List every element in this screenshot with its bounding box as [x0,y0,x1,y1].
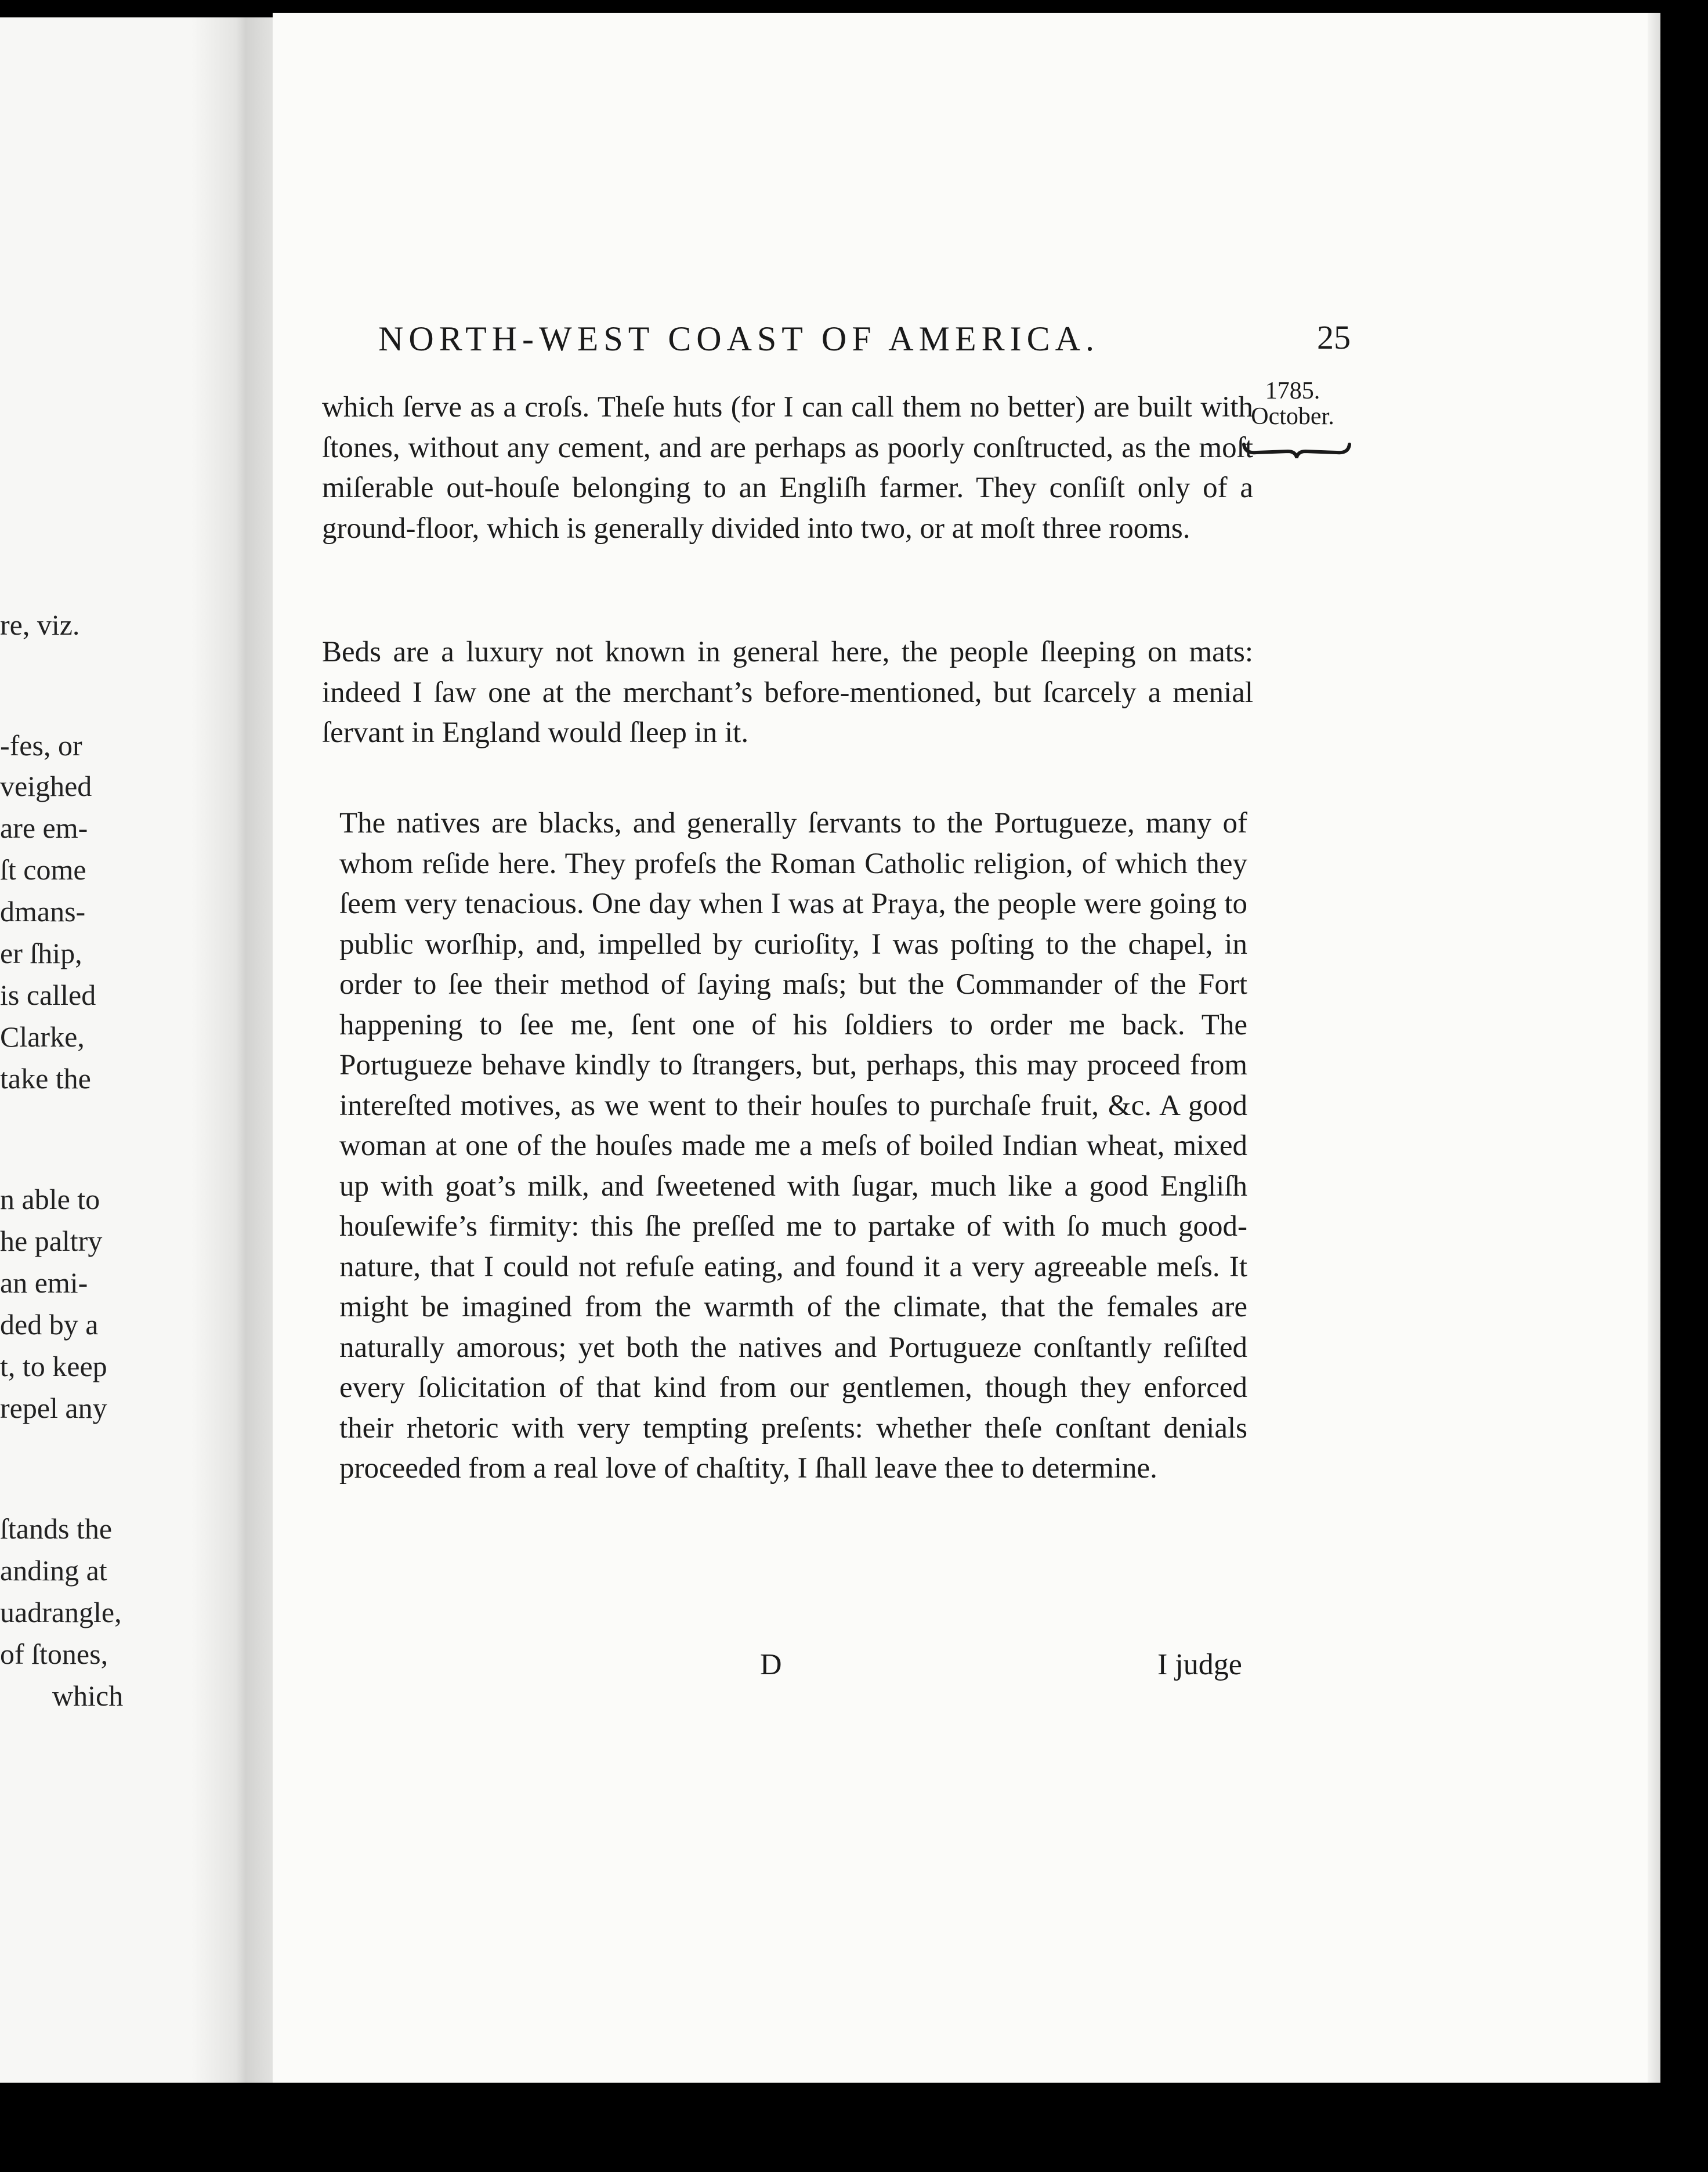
right-page-edge [1648,13,1660,2083]
left-page-fragment: -fes, or [0,729,82,762]
left-page-fragment: ded by a [0,1308,99,1341]
page-number: 25 [1317,318,1351,356]
left-page-fragment: take the [0,1062,91,1095]
margin-note-month: October. [1251,403,1334,430]
body-paragraph: which ſerve as a croſs. Theſe huts (for I can call them no better) are built with ſtones, without any cement, and are perhaps as poorly conſtructed, as the moſt miſerable out-houſe belonging to an Engliſh farmer. They conſiſt only of a ground-floor, which is generally divided into two, or at moſt three rooms. [322,391,1253,545]
left-page-fragment: t, to keep [0,1350,107,1382]
body-paragraph: Beds are a luxury not known in general here, the people ſleeping on mats: indeed I ſaw one at the merchant’s before-mentioned, but ſcarcely a menial ſervant in England would ſleep in it. [322,636,1253,749]
left-page-fragment: er ſhip, [0,937,82,969]
left-page-fragment: uadrangle, [0,1596,122,1628]
left-page-fragment: is called [0,979,96,1011]
left-page-fragment: anding at [0,1554,107,1587]
left-page-fragment: re, viz. [0,609,80,641]
left-page-fragment: Clarke, [0,1020,85,1053]
left-page-fragment: ſtands the [0,1512,113,1545]
left-page-fragment: ſt come [0,853,86,886]
body-paragraph: The natives are blacks, and generally ſervants to the Portugueze, many of whom reſide here. They profeſs the Roman Catholic religion, of which they ſeem very tenacious. One day when I was at Praya, the people were going to public worſhip, and, impelled by curioſity, I was poſting to the chapel, in order to ſee their method of ſaying maſs; but the Commander of the Fort happening to ſee me, ſent one of his ſoldiers to order me back. The Portugueze behave kindly to ſtrangers, but, perhaps, this may proceed from intereſted motives, as we went to their houſes to purchaſe fruit, &c. A good woman at one of the houſes made me a meſs of boiled Indian wheat, mixed up with goat’s milk, and ſweetened with ſugar, much like a good Engliſh houſewife’s firmity: this ſhe preſſed me to partake of with ſo much good-nature, that I could not refuſe eating, and found it a very agreeable meſs. It might be imagined from the warmth of the climate, that the females are naturally amorous; yet both the natives and Portugueze conſtantly reſiſted every ſolicitation of that kind from our gentlemen, though they enforced their rhetoric with very tempting preſents: whether theſe conſtant denials proceeded from a real love of chaſtity, I ſhall leave thee to determine. [339,807,1247,1485]
left-page-fragment: veighed [0,770,92,802]
margin-brace-icon [1242,441,1352,458]
left-page-fragment: repel any [0,1392,107,1424]
left-page-fragment: n able to [0,1183,100,1215]
running-head: NORTH-WEST COAST OF AMERICA. [378,320,1099,358]
left-page-fragment: an emi- [0,1266,88,1299]
margin-note-year: 1785. [1265,378,1320,404]
left-page-fragment: of ſtones, [0,1638,108,1670]
catchword: I judge [1157,1648,1242,1681]
left-page-fragment: he paltry [0,1225,103,1257]
left-page-fragment: which [52,1679,124,1712]
left-page-fragment: are em- [0,812,88,844]
left-page-fragment: dmans- [0,895,86,928]
signature-mark: D [760,1648,782,1681]
